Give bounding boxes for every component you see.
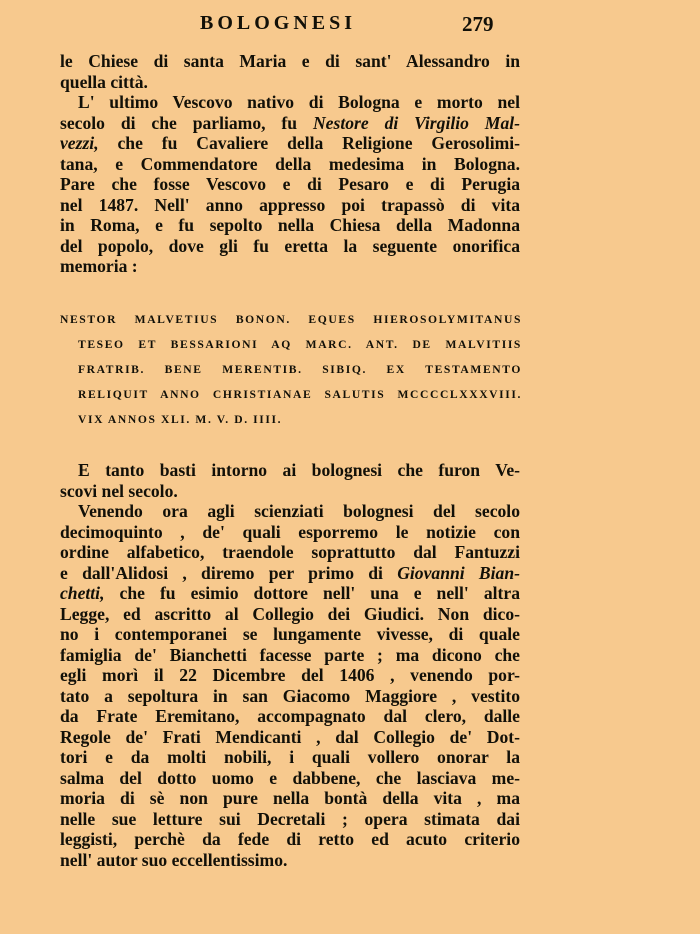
text-block-bottom bbox=[60, 460, 520, 870]
text-line: E tanto basti intorno ai bolognesi che furon Ve- bbox=[78, 460, 520, 480]
text-line: L' ultimo Vescovo nativo di Bologna e morto nel bbox=[78, 92, 520, 112]
text-line: Legge, ed ascritto al Collegio dei Giudici. Non dico- bbox=[60, 603, 520, 624]
italic-name: vezzi, bbox=[60, 133, 99, 153]
text-line: nelle sue letture sui Decretali ; opera stimata dai bbox=[60, 808, 520, 829]
text-line: le Chiese di santa Maria e di sant' Alessandro in bbox=[60, 51, 520, 71]
text-line: Venendo ora agli scienziati bolognesi del secolo bbox=[78, 501, 520, 521]
text-line: tana, e Commendatore della medesima in Bologna. bbox=[60, 153, 520, 174]
inscription-line: TESEO ET BESSARIONI AQ MARC. ANT. DE MALVITIIS bbox=[78, 338, 522, 351]
page-header bbox=[60, 12, 520, 40]
text-line: famiglia de' Bianchetti facesse parte ; ma dicono che bbox=[60, 644, 520, 665]
text-line bbox=[60, 133, 520, 154]
text-line: del popolo, dove gli fu eretta la seguente onorifica bbox=[60, 235, 520, 256]
text-line: egli morì il 22 Dicembre del 1406 , venendo por- bbox=[60, 665, 520, 685]
inscription-line: RELIQUIT ANNO CHRISTIANAE SALUTIS MCCCCLXXXVIII. bbox=[78, 388, 522, 401]
epitaph-inscription bbox=[60, 307, 522, 432]
text-line bbox=[60, 113, 520, 134]
text-span: che fu Cavaliere della Religione Gerosolimi- bbox=[98, 133, 520, 153]
text-span: che fu esimio dottore nell' una e nell' altra bbox=[104, 583, 520, 603]
text-line: tori e da molti nobili, i quali vollero onorar la bbox=[60, 747, 520, 767]
inscription-line: VIX ANNOS XLI. M. V. D. IIII. bbox=[78, 413, 283, 426]
text-line bbox=[60, 583, 520, 604]
text-line: scovi nel secolo. bbox=[60, 480, 178, 501]
text-line: da Frate Eremitano, accompagnato dal clero, dalle bbox=[60, 706, 520, 726]
text-line: tato a sepoltura in san Giacomo Maggiore , vestito bbox=[60, 685, 520, 706]
text-line: in Roma, e fu sepolto nella Chiesa della Madonna bbox=[60, 215, 520, 235]
text-line: no i contemporanei se lungamente vivesse, di quale bbox=[60, 624, 520, 644]
text-line: ordine alfabetico, traendole soprattutto dal Fantuzzi bbox=[60, 542, 520, 562]
text-line: nel 1487. Nell' anno appresso poi trapassò di vita bbox=[60, 194, 520, 215]
text-line: moria di sè non pure nella bontà della vita , ma bbox=[60, 788, 520, 808]
text-line: memoria : bbox=[60, 256, 138, 276]
inscription-line: FRATRIB. BENE MERENTIB. SIBIQ. EX TESTAMENTO bbox=[78, 363, 522, 376]
text-line: leggisti, perchè da fede di retto ed acuto criterio bbox=[60, 829, 520, 849]
italic-name: chetti, bbox=[60, 583, 105, 603]
page-number: 279 bbox=[462, 12, 494, 36]
text-line bbox=[60, 563, 520, 584]
text-line: decimoquinto , de' quali esporremo le notizie con bbox=[60, 521, 520, 542]
italic-name: Giovanni Bian- bbox=[397, 562, 520, 583]
text-line: salma del dotto uomo e dabbene, che lasciava me- bbox=[60, 767, 520, 788]
text-line: quella città. bbox=[60, 71, 148, 92]
italic-name: Nestore di Virgilio Mal- bbox=[312, 112, 520, 133]
text-line: nell' autor suo eccellentissimo. bbox=[60, 849, 288, 870]
text-line: Regole de' Frati Mendicanti , dal Collegio de' Dot- bbox=[60, 726, 520, 747]
text-span: secolo di che parliamo, fu bbox=[60, 112, 313, 133]
text-span: e dall'Alidosi , diremo per primo di bbox=[60, 562, 398, 583]
inscription-line: NESTOR MALVETIUS BONON. EQUES HIEROSOLYMITANUS bbox=[60, 313, 522, 326]
running-title: BOLOGNESI bbox=[200, 12, 357, 34]
text-block-top bbox=[60, 51, 520, 277]
text-line: Pare che fosse Vescovo e di Pesaro e di Perugia bbox=[60, 174, 520, 194]
